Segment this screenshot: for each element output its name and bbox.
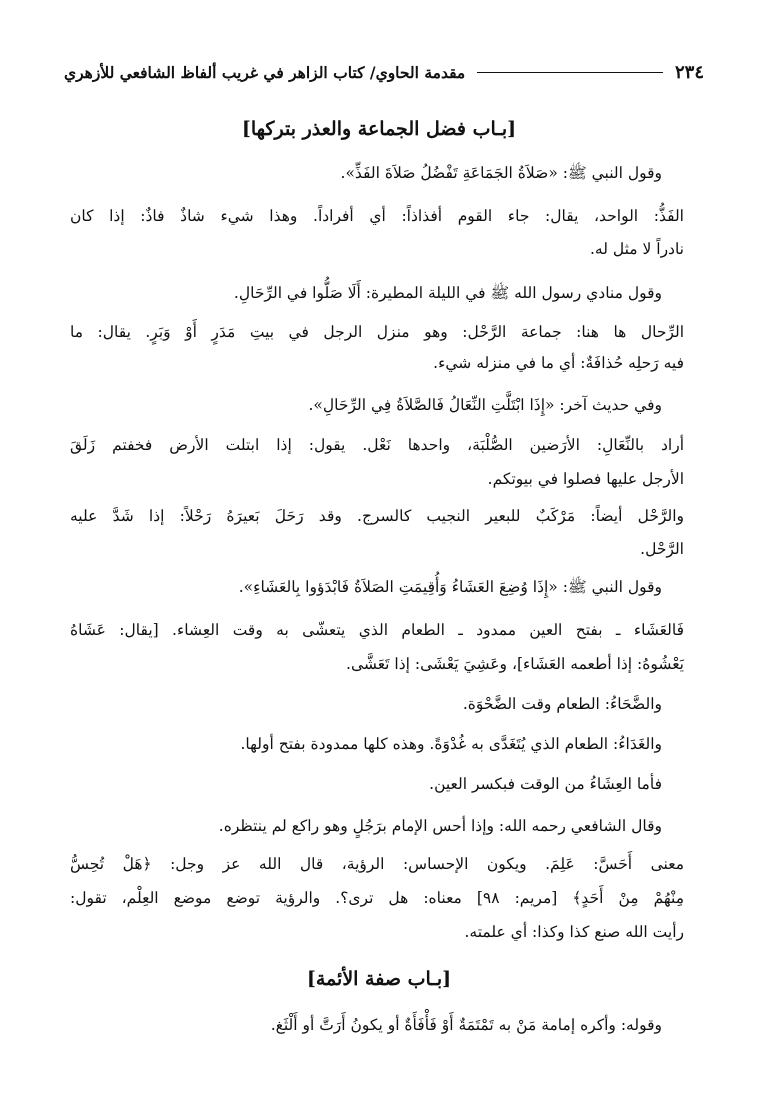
text-line: معنى أَحَسَّ: عَلِمَ. ويكون الإحساس: الرؤية، قال الله عز وجل: ﴿هَلْ تُحِسُّ (70, 855, 684, 873)
text-line: الرِّحال ها هنا: جماعة الرَّحْل: وهو منزل الرجل في بيتِ مَدَرٍ أَوْ وَبَرٍ. يقال: ما (70, 323, 684, 341)
text-line: وقول النبي ﷺ: «إِذَا وُضِعَ العَشَاءُ وَأُقِيمَتِ الصَلاَةُ فَابْدَؤوا بِالعَشَاءِ». (238, 578, 662, 596)
header-rule (477, 72, 663, 73)
text-line: الفَذُّ: الواحد، يقال: جاء القوم أفذاذاً: أي أفراداً. وهذا شيء شاذٌ فاذٌ: إذا كان (70, 207, 684, 225)
text-line: وفي حديث آخر: «إِذَا ابْتَلَّتِ النِّعَالُ فَالصَّلاَةُ فِي الرِّحَالِ». (308, 396, 662, 414)
text-line: والضَّحَاءُ: الطعام وقت الضَّحْوَة. (462, 695, 662, 713)
text-line: فَالعَشَاء ـ بفتح العين ممدود ـ الطعام الذي يتعشّى به وقت العِشاء. [يقال: عَشَاهُ (70, 621, 684, 639)
text-line: الرَّحْل. (640, 540, 684, 558)
text-line: يَعْشُوهُ: إذا أطعمه العَشَاء]، وعَشِيَ يَعْشَى: إذا تَعَشَّى. (346, 655, 684, 673)
text-line: نادراً لا مثل له. (589, 240, 684, 258)
page-number: ٢٣٤ (674, 61, 704, 83)
text-line: فأما العِشَاءُ من الوقت فبكسر العين. (429, 775, 662, 793)
section-heading-jamaah: [بـاب فضل الجماعة والعذر بتركها] (241, 118, 517, 140)
running-title: مقدمة الحاوي/ كتاب الزاهر في غريب ألفاظ الشافعي للأزهري (64, 62, 466, 82)
text-line: أراد بالنِّعَالِ: الأرَضين الصُّلْبَة، واحدها نَعْل. يقول: إذا ابتلت الأرض فخفتم زَلَقَ (70, 436, 684, 454)
text-line: رأيت الله صنع كذا وكذا: أي علمته. (464, 923, 684, 941)
text-line: الأرجل عليها فصلوا في بيوتكم. (487, 470, 684, 488)
section-heading-aimmah: [بـاب صفة الأئمة] (306, 968, 452, 990)
page-header (64, 58, 704, 86)
text-line: فيه رَحلِه حُذافَةٌ: أي ما في منزله شيء. (433, 354, 684, 372)
text-line: وقوله: وأكره إمامة مَنْ به تَمْتَمَةٌ أَوْ فَأْفَأَةٌ أو يكونُ أَرَتَّ أو أَلْثَغ. (270, 1016, 662, 1034)
text-line: وقول منادي رسول الله ﷺ في الليلة المطيرة: أَلَا صَلُّوا في الرِّحَالِ. (233, 284, 662, 302)
text-line: مِنْهُمْ مِنْ أَحَدٍ﴾ [مريم: ٩٨] معناه: هل ترى؟. والرؤية توضع موضع العِلْم، تقول: (70, 889, 685, 907)
text-line: وقول النبي ﷺ: «صَلاَةُ الجَمَاعَةِ تَفْضُلُ صَلاَةَ الفَذِّ». (340, 164, 662, 182)
text-line: والغَدَاءُ: الطعام الذي يُتَغَدَّى به غُدْوَةً. وهذه كلها ممدودة بفتح أولها. (240, 735, 662, 753)
text-line: وقال الشافعي رحمه الله: وإذا أحس الإمام برَجُلٍ وهو راكع لم ينتظره. (218, 817, 662, 835)
text-line: والرَّحْل أيضاً: مَرْكَبٌ للبعير النجيب كالسرج. وقد رَحَلَ بَعيرَهُ رَحْلاً: إذا شَدَّ عليه (70, 507, 684, 525)
